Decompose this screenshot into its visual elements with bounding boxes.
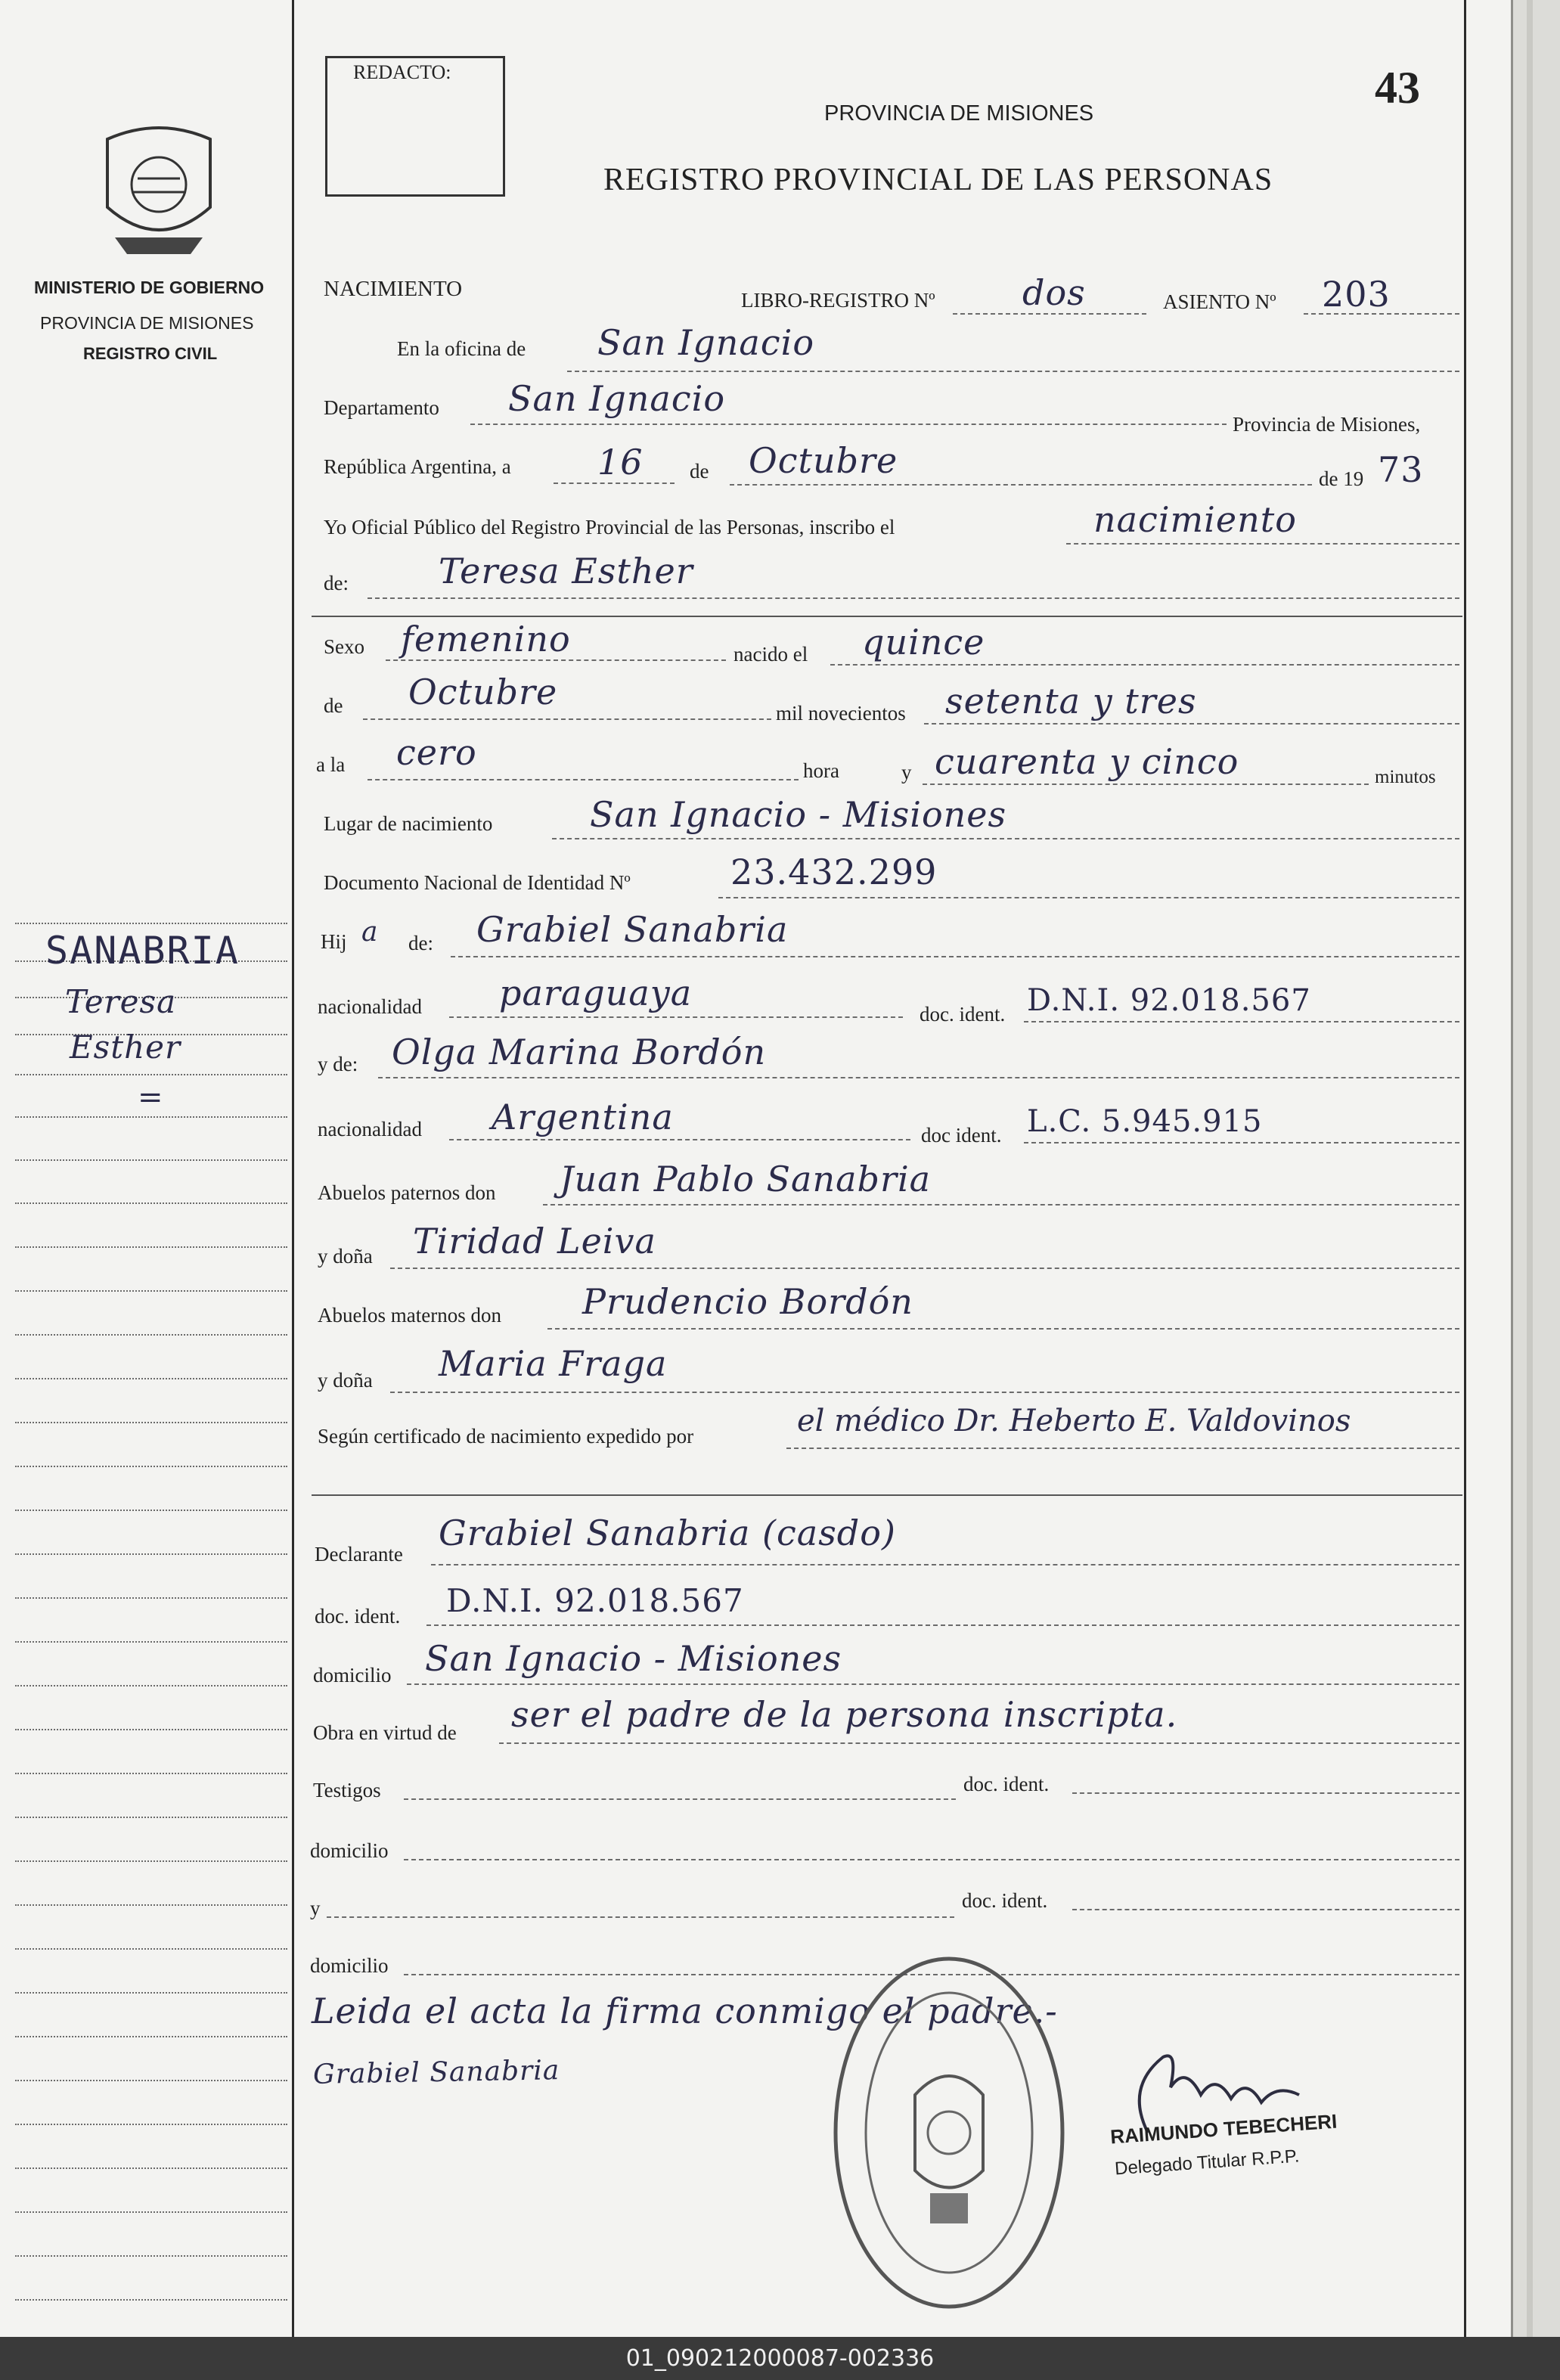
label-ala: a la — [316, 753, 346, 776]
value-docident2: L.C. 5.945.915 — [1027, 1104, 1263, 1139]
line-hora — [368, 779, 799, 780]
official-stamp — [824, 1944, 1074, 2322]
redacto-box — [325, 56, 505, 197]
label-docident4: doc. ident. — [963, 1773, 1050, 1795]
label-domicilio1: domicilio — [313, 1664, 392, 1686]
value-docident3: D.N.I. 92.018.567 — [446, 1582, 744, 1619]
line-libro — [953, 313, 1146, 315]
line-lugar — [552, 838, 1459, 839]
value-dia: 16 — [597, 442, 644, 483]
line-declarante — [431, 1564, 1459, 1565]
value-departamento: San Ignacio — [508, 378, 726, 419]
value-inscribo: nacimiento — [1093, 499, 1297, 540]
label-obra: Obra en virtud de — [313, 1721, 457, 1744]
line-nac1 — [449, 1016, 903, 1018]
value-lugar: San Ignacio - Misiones — [590, 794, 1007, 835]
label-yo-oficial: Yo Oficial Público del Registro Provincial de las Personas, inscribo el — [324, 516, 895, 538]
line-ydona2 — [390, 1392, 1459, 1393]
label-abm: Abuelos maternos don — [318, 1304, 501, 1327]
label-nacido: nacido el — [733, 643, 808, 666]
page-number: 43 — [1375, 63, 1420, 113]
line-domicilio2 — [404, 1859, 1459, 1860]
label-asiento: ASIENTO Nº — [1163, 290, 1276, 313]
label-de-mes2: de — [324, 694, 343, 717]
line-nacido — [830, 664, 1459, 666]
line-dni — [718, 897, 1459, 898]
label-republica: República Argentina, a — [324, 455, 511, 478]
line-padre — [451, 956, 1459, 957]
value-docident1: D.N.I. 92.018.567 — [1027, 983, 1311, 1018]
line-abp — [543, 1204, 1459, 1206]
right-margin-rule — [1464, 0, 1466, 2337]
label-domicilio3: domicilio — [310, 1954, 389, 1977]
label-hijo-de: de: — [408, 932, 433, 954]
value-abp: Juan Pablo Sanabria — [560, 1159, 932, 1199]
label-nac1: nacionalidad — [318, 995, 422, 1018]
father-signature: Grabiel Sanabria — [312, 2055, 560, 2090]
label-y2: y — [310, 1897, 321, 1919]
value-hora: cero — [396, 732, 477, 773]
province-coat-of-arms — [92, 124, 225, 260]
ministry-registry: REGISTRO CIVIL — [83, 344, 218, 363]
label-yde: y de: — [318, 1053, 358, 1075]
value-mes: Octubre — [749, 440, 898, 481]
label-docident1: doc. ident. — [920, 1003, 1006, 1026]
margin-surname: SANABRIA — [45, 929, 240, 973]
value-ydona1: Tiridad Leiva — [413, 1221, 656, 1261]
label-hijo: Hij — [321, 930, 347, 953]
line-abm — [547, 1328, 1459, 1330]
line-mil — [924, 723, 1459, 725]
ministry-province: PROVINCIA DE MISIONES — [40, 313, 254, 333]
label-domicilio2: domicilio — [310, 1839, 389, 1862]
label-lugar: Lugar de nacimiento — [324, 812, 493, 835]
label-mil: mil novecientos — [776, 702, 906, 725]
label-dni: Documento Nacional de Identidad Nº — [324, 871, 631, 894]
closing-text: Leida el acta la firma conmigo el padre.- — [312, 1991, 1058, 2031]
label-sexo: Sexo — [324, 635, 364, 658]
value-hijo-suffix: a — [361, 917, 379, 948]
label-ydona1: y doña — [318, 1245, 373, 1268]
line-nombre — [368, 597, 1459, 599]
line-testigos — [404, 1798, 956, 1800]
label-provincia: Provincia de Misiones, — [1233, 413, 1421, 436]
value-segun: el médico Dr. Heberto E. Valdovinos — [797, 1404, 1351, 1438]
label-abp: Abuelos paternos don — [318, 1181, 496, 1204]
line-nac2 — [449, 1139, 910, 1140]
label-hora: hora — [803, 759, 839, 782]
separator-2 — [312, 1494, 1462, 1496]
margin-mark: = — [138, 1080, 164, 1115]
value-nombre: Teresa Esther — [439, 551, 693, 591]
label-declarante: Declarante — [315, 1543, 403, 1565]
value-padre: Grabiel Sanabria — [476, 909, 789, 950]
label-testigos: Testigos — [313, 1779, 381, 1801]
value-nacido: quince — [862, 622, 985, 662]
line-docident3 — [426, 1624, 1459, 1626]
line-domicilio1 — [407, 1683, 1459, 1685]
line-mes — [730, 484, 1312, 486]
header-province: PROVINCIA DE MISIONES — [824, 101, 1094, 126]
value-ydona2: Maria Fraga — [439, 1343, 668, 1384]
value-dni: 23.432.299 — [730, 852, 938, 892]
label-libro: LIBRO-REGISTRO Nº — [741, 289, 935, 312]
line-departamento — [470, 424, 1227, 425]
line-y2 — [327, 1916, 954, 1918]
label-oficina: En la oficina de — [397, 337, 526, 360]
value-asiento: 203 — [1322, 274, 1391, 315]
left-margin-rule — [292, 0, 294, 2337]
margin-name2: Esther — [70, 1029, 181, 1066]
header-registry: REGISTRO PROVINCIAL DE LAS PERSONAS — [603, 163, 1273, 197]
value-nac1: paraguaya — [499, 973, 693, 1013]
document-id-footer: 01_090212000087-002336 — [0, 2337, 1560, 2380]
line-dia — [554, 483, 675, 484]
line-madre — [378, 1077, 1459, 1078]
margin-name1: Teresa — [65, 983, 177, 1020]
line-obra — [499, 1742, 1459, 1744]
line-mes2 — [363, 718, 771, 720]
label-segun: Según certificado de nacimiento expedido por — [318, 1425, 694, 1448]
value-anio: 73 — [1378, 449, 1424, 490]
official-title: Delegado Titular R.P.P. — [1114, 2146, 1301, 2180]
value-libro: dos — [1022, 272, 1086, 313]
value-sexo: femenino — [401, 619, 571, 659]
line-sexo — [386, 659, 726, 661]
label-departamento: Departamento — [324, 396, 439, 419]
label-docident3: doc. ident. — [315, 1605, 401, 1628]
line-docident2 — [1024, 1142, 1459, 1143]
line-docident5 — [1072, 1909, 1459, 1910]
line-docident1 — [1024, 1021, 1459, 1022]
value-mes2: Octubre — [408, 672, 558, 712]
label-docident2: doc ident. — [921, 1124, 1002, 1147]
line-inscribo — [1066, 543, 1459, 545]
separator-1 — [312, 616, 1462, 617]
line-docident4 — [1072, 1792, 1459, 1794]
label-minutos: minutos — [1375, 767, 1436, 787]
label-docident5: doc. ident. — [962, 1889, 1048, 1912]
value-minutos: cuarenta y cinco — [935, 741, 1239, 782]
line-segun — [786, 1448, 1459, 1449]
label-y: y — [901, 761, 912, 784]
value-madre: Olga Marina Bordón — [392, 1032, 767, 1072]
value-domicilio1: San Ignacio - Misiones — [425, 1638, 842, 1679]
page-edge — [1511, 0, 1560, 2337]
ministry-title: MINISTERIO DE GOBIERNO — [34, 278, 265, 297]
label-de-mes: de — [690, 460, 709, 483]
label-ydona2: y doña — [318, 1369, 373, 1392]
label-anio: de 19 — [1319, 467, 1364, 490]
line-ydona1 — [390, 1268, 1459, 1269]
value-obra: ser el padre de la persona inscripta. — [511, 1694, 1178, 1735]
value-declarante: Grabiel Sanabria (casdo) — [439, 1513, 896, 1553]
official-name: RAIMUNDO TEBECHERI — [1109, 2109, 1338, 2149]
value-nac2: Argentina — [492, 1097, 674, 1137]
label-de-nombre: de: — [324, 572, 349, 594]
redacto-label: REDACTO: — [353, 61, 451, 83]
line-minutos — [923, 784, 1369, 785]
line-oficina — [567, 371, 1459, 372]
label-nacimiento: NACIMIENTO — [324, 277, 463, 301]
value-oficina: San Ignacio — [597, 322, 815, 363]
value-abm: Prudencio Bordón — [582, 1281, 913, 1322]
value-mil: setenta y tres — [945, 681, 1197, 721]
label-nac2: nacionalidad — [318, 1118, 422, 1140]
